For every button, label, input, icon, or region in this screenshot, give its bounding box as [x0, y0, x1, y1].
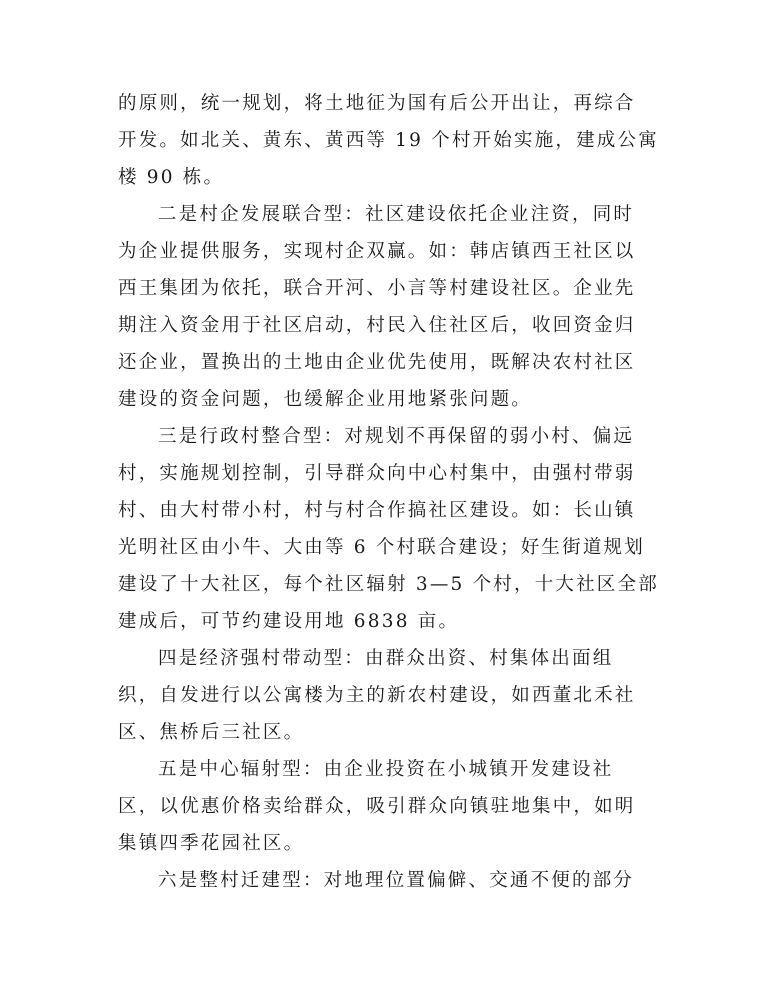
text-line: 期注入资金用于社区启动，村民入住社区后，收回资金归 — [118, 315, 636, 336]
text-line: 为企业提供服务，实现村企双赢。如：韩店镇西王社区以 — [118, 241, 636, 262]
text-line: 开发。如北关、黄东、黄西等 19 个村开始实施，建成公寓 — [118, 130, 659, 151]
text-line: 集镇四季花园社区。 — [118, 833, 305, 854]
paragraph-start-line: 五是中心辐射型：由企业投资在小城镇开发建设社 — [158, 759, 614, 780]
paragraph-start-line: 六是整村迁建型：对地理位置偏僻、交通不便的部分 — [158, 870, 635, 891]
text-line: 楼 90 栋。 — [118, 167, 225, 188]
text-line: 区，以优惠价格卖给群众，吸引群众向镇驻地集中，如明 — [118, 796, 636, 817]
paragraph-start-line: 四是经济强村带动型：由群众出资、村集体出面组 — [158, 648, 614, 669]
text-line: 西王集团为依托，联合开河、小言等村建设社区。企业先 — [118, 278, 636, 299]
text-line: 村、由大村带小村，村与村合作搞社区建设。如：长山镇 — [118, 500, 636, 521]
text-line: 村，实施规划控制，引导群众向中心村集中，由强村带弱 — [118, 463, 636, 484]
text-line: 还企业，置换出的土地由企业优先使用，既解决农村社区 — [118, 352, 636, 373]
text-line: 建设的资金问题，也缓解企业用地紧张问题。 — [118, 389, 533, 410]
text-line: 建设了十大社区，每个社区辐射 3—5 个村，十大社区全部 — [118, 574, 659, 595]
paragraph-start-line: 二是村企发展联合型：社区建设依托企业注资，同时 — [158, 204, 635, 225]
text-line: 光明社区由小牛、大由等 6 个村联合建设；好生街道规划 — [118, 537, 645, 558]
text-line: 织，自发进行以公寓楼为主的新农村建设，如西董北禾社 — [118, 685, 636, 706]
text-line: 区、焦桥后三社区。 — [118, 722, 305, 743]
paragraph-start-line: 三是行政村整合型：对规划不再保留的弱小村、偏远 — [158, 426, 635, 447]
text-line: 的原则，统一规划，将土地征为国有后公开出让，再综合 — [118, 93, 636, 114]
text-line: 建成后，可节约建设用地 6838 亩。 — [118, 611, 460, 632]
